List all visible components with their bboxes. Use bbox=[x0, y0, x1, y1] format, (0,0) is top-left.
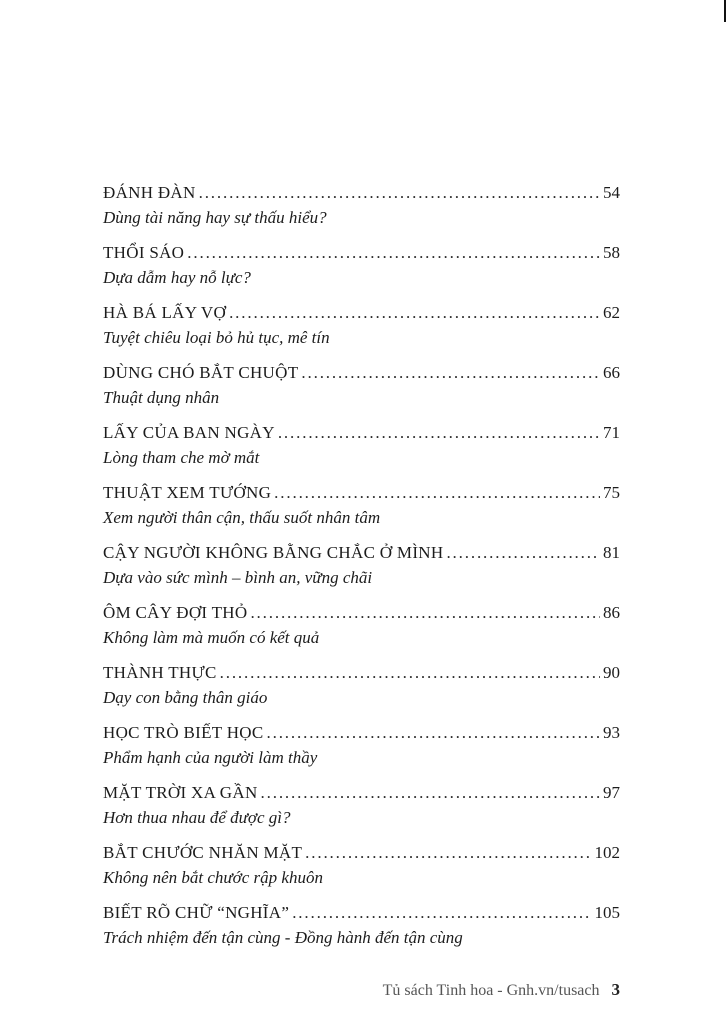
toc-entry bbox=[103, 720, 620, 780]
toc-entry-title: ĐÁNH ĐÀN bbox=[103, 183, 196, 202]
toc-entry-line bbox=[103, 720, 620, 746]
toc-entry-title: DÙNG CHÓ BẮT CHUỘT bbox=[103, 363, 299, 382]
toc-entry-title: THUẬT XEM TƯỚNG bbox=[103, 483, 272, 502]
dot-leader bbox=[199, 180, 600, 206]
toc-entry-page: 105 bbox=[594, 903, 620, 922]
toc-entry-subtitle: Dựa vào sức mình – bình an, vững chãi bbox=[103, 568, 373, 587]
toc-entry-page: 86 bbox=[603, 603, 620, 622]
toc-entry-title: THÀNH THỰC bbox=[103, 663, 217, 682]
toc-entry-page: 71 bbox=[603, 423, 620, 442]
toc-entry-title: ÔM CÂY ĐỢI THỎ bbox=[103, 603, 248, 622]
toc-entry-title: CẬY NGƯỜI KHÔNG BẰNG CHẮC Ở MÌNH bbox=[103, 543, 444, 562]
dot-leader bbox=[187, 240, 600, 266]
toc-entry bbox=[103, 420, 620, 480]
toc-entry bbox=[103, 660, 620, 720]
toc-entry bbox=[103, 780, 620, 840]
toc-entry-line bbox=[103, 840, 620, 866]
toc-entry bbox=[103, 300, 620, 360]
toc-entry-line bbox=[103, 480, 620, 506]
toc-entry-subtitle: Trách nhiệm đến tận cùng - Đồng hành đến tận cùng bbox=[103, 928, 463, 947]
toc-entry-line bbox=[103, 420, 620, 446]
toc-entry-subtitle: Hơn thua nhau để được gì? bbox=[103, 808, 291, 827]
dot-leader bbox=[446, 540, 600, 566]
page-footer bbox=[340, 980, 620, 1000]
toc-entry-line bbox=[103, 360, 620, 386]
toc-entry-page: 58 bbox=[603, 243, 620, 262]
toc-entry-line bbox=[103, 300, 620, 326]
footer-text: Tủ sách Tinh hoa - Gnh.vn/tusach bbox=[382, 982, 600, 999]
toc-entry-subtitle: Phẩm hạnh của người làm thầy bbox=[103, 748, 318, 767]
toc-entry-page: 93 bbox=[603, 723, 620, 742]
dot-leader bbox=[301, 360, 600, 386]
toc-entry-line bbox=[103, 540, 620, 566]
toc-entry bbox=[103, 840, 620, 900]
toc-entry-title: HÀ BÁ LẤY VỢ bbox=[103, 303, 227, 322]
toc-entry bbox=[103, 360, 620, 420]
toc-entry bbox=[103, 540, 620, 600]
toc-entry-page: 75 bbox=[603, 483, 620, 502]
toc-entry-page: 97 bbox=[603, 783, 620, 802]
toc-entry-page: 102 bbox=[594, 843, 620, 862]
toc-entry-title: LẤY CỦA BAN NGÀY bbox=[103, 423, 275, 442]
toc-entry-title: THỔI SÁO bbox=[103, 243, 185, 262]
dot-leader bbox=[267, 720, 601, 746]
toc-entry-subtitle: Dùng tài năng hay sự thấu hiểu? bbox=[103, 208, 327, 227]
toc-entry-page: 54 bbox=[603, 183, 620, 202]
toc-entry-page: 66 bbox=[603, 363, 620, 382]
toc-entry-subtitle: Lòng tham che mờ mắt bbox=[103, 448, 260, 467]
toc-entry-title: HỌC TRÒ BIẾT HỌC bbox=[103, 723, 264, 742]
toc-entry-title: BẮT CHƯỚC NHĂN MẶT bbox=[103, 843, 303, 862]
toc-entry-line bbox=[103, 780, 620, 806]
toc-entry-line bbox=[103, 900, 620, 926]
toc-entry-page: 90 bbox=[603, 663, 620, 682]
dot-leader bbox=[250, 600, 600, 626]
toc-entry bbox=[103, 180, 620, 240]
dot-leader bbox=[305, 840, 591, 866]
page-number: 3 bbox=[611, 980, 620, 999]
toc-entry-subtitle: Không nên bắt chước rập khuôn bbox=[103, 868, 323, 887]
toc-entry bbox=[103, 900, 620, 960]
toc-entry-line bbox=[103, 600, 620, 626]
dot-leader bbox=[220, 660, 600, 686]
toc-entry-subtitle: Xem người thân cận, thấu suốt nhân tâm bbox=[103, 508, 381, 527]
toc-entry-page: 81 bbox=[603, 543, 620, 562]
toc-entry-line bbox=[103, 240, 620, 266]
toc-entry-subtitle: Dựa dẫm hay nỗ lực? bbox=[103, 268, 251, 287]
toc-entry-line bbox=[103, 180, 620, 206]
toc-entry-subtitle: Dạy con bằng thân giáo bbox=[103, 688, 268, 707]
dot-leader bbox=[278, 420, 600, 446]
toc-entry-subtitle: Thuật dụng nhân bbox=[103, 388, 220, 407]
toc-entry-page: 62 bbox=[603, 303, 620, 322]
toc-entry bbox=[103, 600, 620, 660]
toc-entry-subtitle: Tuyệt chiêu loại bỏ hủ tục, mê tín bbox=[103, 328, 330, 347]
dot-leader bbox=[261, 780, 600, 806]
toc-entry-title: MẶT TRỜI XA GẦN bbox=[103, 783, 258, 802]
dot-leader bbox=[229, 300, 600, 326]
toc-entry-subtitle: Không làm mà muốn có kết quả bbox=[103, 628, 320, 647]
toc-entry-title: BIẾT RÕ CHỮ “NGHĨA” bbox=[103, 903, 290, 922]
toc-entry bbox=[103, 480, 620, 540]
toc-entry-line bbox=[103, 660, 620, 686]
dot-leader bbox=[292, 900, 591, 926]
toc-entry bbox=[103, 240, 620, 300]
table-of-contents bbox=[103, 180, 620, 960]
dot-leader bbox=[274, 480, 600, 506]
